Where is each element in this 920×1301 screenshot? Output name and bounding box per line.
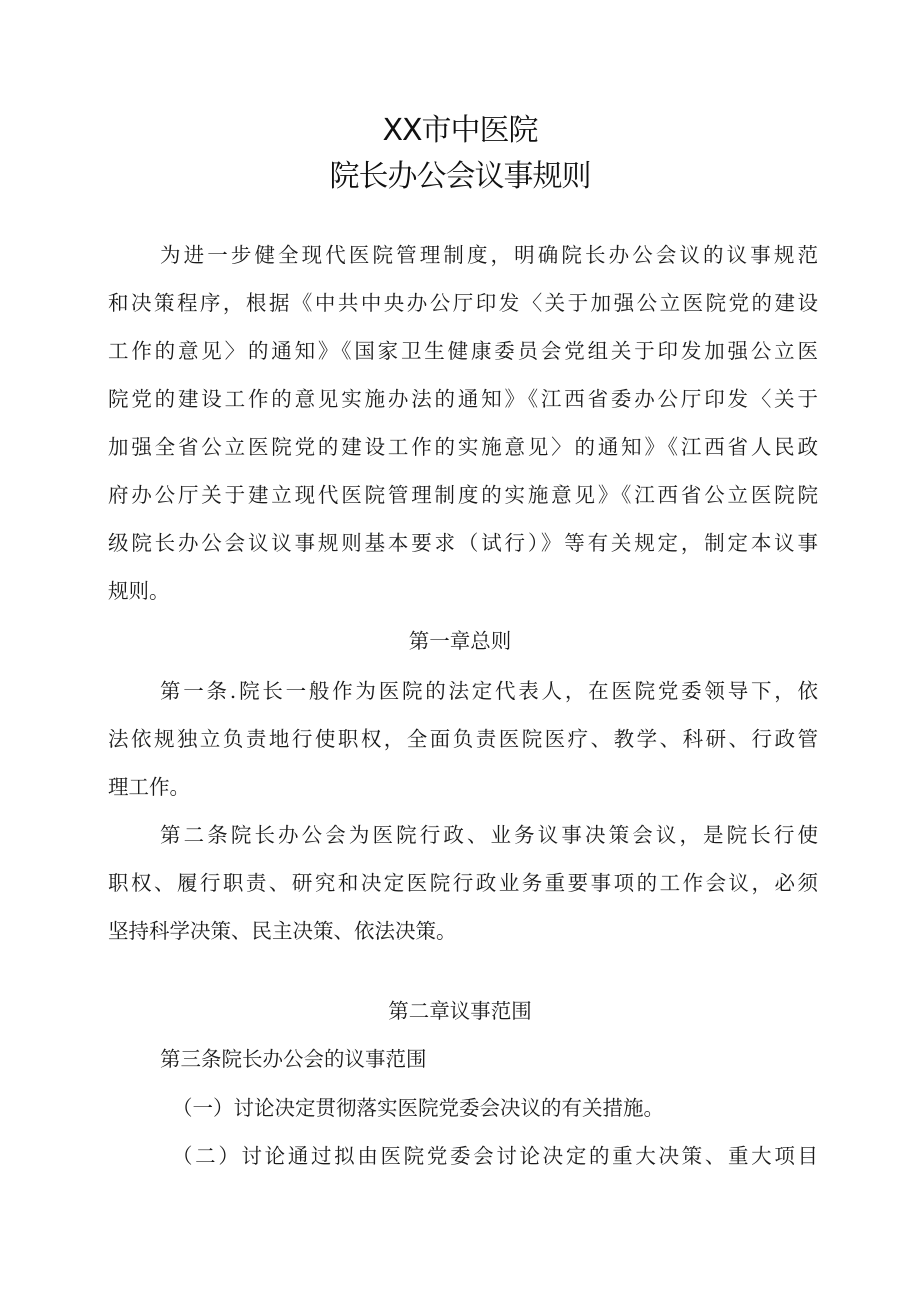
article-line: 理工作。 (108, 775, 190, 799)
article-line: 职权、履行职责、研究和决定医院行政业务重要事项的工作会议，必须 (108, 871, 818, 895)
article-line: 第一条.院长一般作为医院的法定代表人，在医院党委领导下，依 (160, 679, 818, 703)
list-item: （二）讨论通过拟由医院党委会讨论决定的重大决策、重大项目 (172, 1144, 818, 1168)
preamble-line: 规则。 (108, 579, 170, 603)
list-item: （一）讨论决定贯彻落实医院党委会决议的有关措施。 (172, 1096, 664, 1120)
preamble-line: 和决策程序，根据《中共中央办公厅印发〈关于加强公立医院党的建设 (108, 291, 818, 315)
article-line: 第三条院长办公会的议事范围 (160, 1047, 427, 1071)
chapter-heading: 第一章总则 (408, 629, 512, 653)
preamble-line: 为进一步健全现代医院管理制度，明确院长办公会议的议事规范 (160, 243, 818, 267)
preamble-line: 院党的建设工作的意见实施办法的通知》《江西省委办公厅印发〈关于 (108, 387, 818, 411)
preamble-line: 府办公厅关于建立现代医院管理制度的实施意见》《江西省公立医院院 (108, 483, 818, 507)
preamble-line: 工作的意见〉的通知》《国家卫生健康委员会党组关于印发加强公立医 (108, 339, 818, 363)
document-title-line-2: 院长办公会议事规则 (329, 159, 591, 194)
chapter-heading: 第二章议事范围 (388, 999, 532, 1023)
article-line: 法依规独立负责地行使职权，全面负责医院医疗、教学、科研、行政管 (108, 727, 818, 751)
article-line: 坚持科学决策、民主决策、依法决策。 (108, 919, 457, 943)
preamble-line: 加强全省公立医院党的建设工作的实施意见〉的通知》《江西省人民政 (108, 435, 818, 459)
preamble-line: 级院长办公会议议事规则基本要求（试行）》等有关规定，制定本议事 (108, 531, 818, 555)
document-title-line-1: XX市中医院 (382, 113, 538, 148)
article-line: 第二条院长办公会为医院行政、业务议事决策会议，是院长行使 (160, 823, 818, 847)
